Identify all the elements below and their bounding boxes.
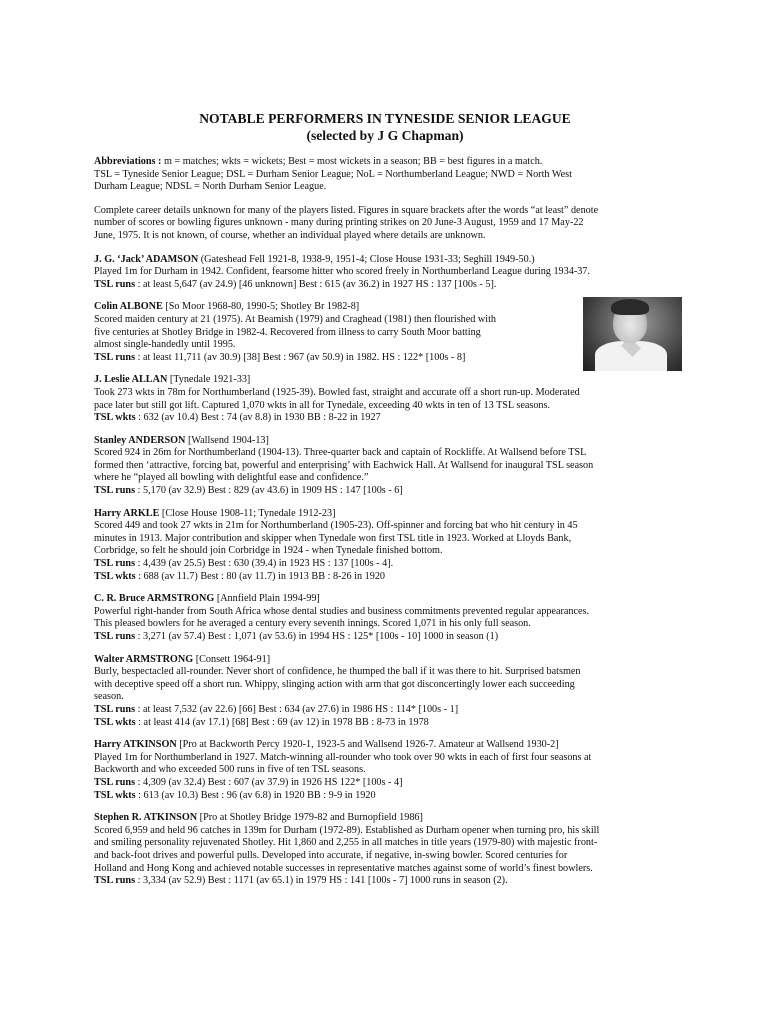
document-title bbox=[0, 110, 770, 144]
stats-values: : 613 (av 10.3) Best : 96 (av 6.8) in 1920 BB : 9-9 in 1920 bbox=[135, 789, 376, 801]
stats-values: : at least 7,532 (av 22.6) [66] Best : 634 (av 27.6) in 1986 HS : 114* [100s - 1] bbox=[135, 703, 459, 715]
player-entry bbox=[94, 435, 689, 498]
stats-label: TSL wkts bbox=[94, 570, 136, 582]
stats-values: : 5,170 (av 32.9) Best : 829 (av 43.6) in 1909 HS : 147 [100s - 6] bbox=[135, 485, 403, 497]
player-stats-line bbox=[94, 279, 689, 292]
intro-paragraph bbox=[94, 205, 689, 243]
player-description-line: formed then ‘attractive, forcing bat, powerful and enterprising’ with Eachwick Hall. At Wallsend for inaugural TSL season bbox=[94, 459, 594, 471]
player-clubs: (Gateshead Fell 1921-8, 1938-9, 1951-4; Close House 1931-33; Seghill 1949-50.) bbox=[198, 253, 535, 265]
player-description-line: Scored 6,959 and held 96 catches in 139m for Durham (1972-89). Established as Durham opener when turning pro, his skill bbox=[94, 824, 600, 836]
player-stats-line bbox=[94, 790, 689, 803]
player-clubs: [Wallsend 1904-13] bbox=[185, 434, 269, 446]
player-heading bbox=[94, 374, 689, 387]
player-description-line: and back-foot drives and powerful pulls. Developed into accurate, if negative, in-swing bowler. Scored centuries for bbox=[94, 849, 568, 861]
player-description-line: This pleased bowlers for he averaged a century every seventh innings. Scored 1,071 in his only full season. bbox=[94, 618, 531, 630]
player-description-line: Burly, bespectacled all-rounder. Never short of confidence, he thumped the ball if it was there to hit. Surprised batsmen bbox=[94, 666, 581, 678]
player-name: J. G. ‘Jack’ ADAMSON bbox=[94, 253, 199, 265]
stats-label: TSL runs bbox=[94, 558, 136, 570]
abbreviations-text: m = matches; wkts = wickets; Best = most wickets in a season; BB = best figures in a match. bbox=[161, 156, 543, 167]
player-clubs: [Tynedale 1921-33] bbox=[167, 374, 251, 386]
player-stats-line bbox=[94, 875, 689, 888]
player-name: Harry ATKINSON bbox=[94, 739, 177, 751]
player-description-line: with deceptive speed off a short run. Whippy, slinging action with arm that got disconcertingly lower each succeeding bbox=[94, 678, 575, 690]
player-heading bbox=[94, 654, 689, 667]
player-name: C. R. Bruce ARMSTRONG bbox=[94, 593, 215, 605]
stats-values: : 3,334 (av 52.9) Best : 1171 (av 65.1) in 1979 HS : 141 [100s - 7] 1000 runs in season (2). bbox=[135, 875, 508, 887]
player-description-line: Corbridge, so felt he should join Corbridge in 1924 - when Tynedale finished bottom. bbox=[94, 545, 443, 557]
player-name: Harry ARKLE bbox=[94, 507, 160, 519]
stats-label: TSL wkts bbox=[94, 789, 136, 801]
player-heading bbox=[94, 739, 689, 752]
stats-label: TSL runs bbox=[94, 631, 136, 642]
document-body bbox=[94, 156, 689, 898]
player-entry bbox=[94, 254, 689, 292]
player-description-line: almost single-handedly until 1995. bbox=[94, 339, 236, 351]
player-description-line: Took 273 wkts in 78m for Northumberland (1925-39). Bowled fast, straight and accurate off a short run-up. Moderated bbox=[94, 386, 580, 398]
player-name: Walter ARMSTRONG bbox=[94, 653, 194, 665]
player-stats-line bbox=[94, 777, 689, 790]
stats-values: : 688 (av 11.7) Best : 80 (av 11.7) in 1913 BB : 8-26 in 1920 bbox=[135, 570, 386, 582]
player-heading bbox=[94, 435, 689, 448]
player-heading bbox=[94, 254, 689, 267]
player-heading bbox=[94, 508, 689, 521]
stats-values: : at least 414 (av 17.1) [68] Best : 69 (av 12) in 1978 BB : 8-73 in 1978 bbox=[135, 716, 429, 728]
stats-values: : 4,439 (av 25.5) Best : 630 (39.4) in 1923 HS : 137 [100s - 4]. bbox=[135, 558, 394, 570]
player-name: Stanley ANDERSON bbox=[94, 434, 186, 446]
stats-label: TSL wkts bbox=[94, 716, 136, 728]
player-clubs: [Pro at Backworth Percy 1920-1, 1923-5 and Wallsend 1926-7. Amateur at Wallsend 1930-2] bbox=[176, 739, 559, 751]
player-name: Colin ALBONE bbox=[94, 301, 163, 313]
player-entry bbox=[94, 739, 689, 802]
player-description-line: minutes in 1913. Major contribution and skipper when Tynedale won first TSL title in 1923. Worked at Lloyds Bank, bbox=[94, 532, 572, 544]
player-stats-line bbox=[94, 717, 689, 730]
stats-label: TSL runs bbox=[94, 351, 136, 363]
intro-line-1: Complete career details unknown for many of the players listed. Figures in square brackets after the words “at least” denote bbox=[94, 204, 599, 216]
stats-values: : at least 5,647 (av 24.9) [46 unknown] Best : 615 (av 36.2) in 1927 HS : 137 [100s - 5]. bbox=[135, 278, 497, 290]
player-entry bbox=[94, 812, 689, 888]
player-description-line: Played 1m for Durham in 1942. Confident, fearsome hitter who scored freely in Northumberland League during 1934-37. bbox=[94, 266, 590, 278]
player-clubs: [So Moor 1968-80, 1990-5; Shotley Br 1982-8] bbox=[162, 301, 360, 313]
intro-line-3: June, 1975. It is not known, of course, whether an individual played where details are unknown. bbox=[94, 229, 486, 241]
portrait-photo-icon bbox=[583, 297, 682, 371]
player-description-line: Powerful right-hander from South Africa whose dental studies and business commitments prevented regular appearances. bbox=[94, 605, 590, 617]
intro-line-2: number of scores or bowling figures unknown - many during printing strikes on 20 June-3 August, 1959 and 17 May-22 bbox=[94, 217, 584, 229]
stats-label: TSL wkts bbox=[94, 412, 136, 424]
player-clubs: [Pro at Shotley Bridge 1979-82 and Burnopfield 1986] bbox=[197, 812, 423, 824]
player-name: J. Leslie ALLAN bbox=[94, 374, 168, 386]
stats-values: : 4,309 (av 32.4) Best : 607 (av 37.9) in 1926 HS 122* [100s - 4] bbox=[135, 776, 403, 788]
stats-values: : at least 11,711 (av 30.9) [38] Best : 967 (av 50.9) in 1982. HS : 122* [100s - 8] bbox=[135, 351, 466, 363]
player-description-line: Scored 924 in 26m for Northumberland (1904-13). Three-quarter back and captain of Rockliffe. At Wallsend before TSL bbox=[94, 447, 587, 459]
player-description-line: pace later but still got lift. Captured 1,070 wkts in all for Tynedale, exceeding 40 wkts in ten of 13 TSL seasons. bbox=[94, 399, 551, 411]
stats-label: TSL runs bbox=[94, 703, 136, 715]
player-entry bbox=[94, 374, 689, 424]
title-line-1: NOTABLE PERFORMERS IN TYNESIDE SENIOR LEAGUE bbox=[199, 111, 571, 126]
abbreviations-paragraph bbox=[94, 156, 689, 194]
player-clubs: [Annfield Plain 1994-99] bbox=[214, 593, 320, 605]
player-heading bbox=[94, 301, 564, 314]
player-entry bbox=[94, 508, 689, 584]
player-description-line: season. bbox=[94, 691, 124, 703]
player-description-line: Played 1m for Northumberland in 1927. Match-winning all-rounder who took over 90 wkts in each of first four seasons at bbox=[94, 751, 592, 763]
player-clubs: [Close House 1908-11; Tynedale 1912-23] bbox=[159, 507, 336, 519]
player-entry bbox=[94, 593, 689, 643]
player-stats-line bbox=[94, 558, 689, 571]
player-description-line: five centuries at Shotley Bridge in 1982-4. Recovered from illness to carry South Moor batting bbox=[94, 326, 481, 338]
title-line-2: (selected by J G Chapman) bbox=[306, 128, 464, 143]
player-heading bbox=[94, 593, 689, 606]
stats-label: TSL runs bbox=[94, 485, 136, 497]
abbreviations-label: Abbreviations : bbox=[94, 156, 162, 167]
player-entry bbox=[94, 301, 564, 364]
player-description-line: Scored 449 and took 27 wkts in 21m for Northumberland (1905-23). Off-spinner and forcing bat who hit century in 45 bbox=[94, 520, 578, 532]
player-description-line: Holland and Hong Kong and achieved notable successes in representative matches against some of world’s finest bowlers. bbox=[94, 862, 593, 874]
player-description-line: Scored maiden century at 21 (1975). At Beamish (1979) and Craghead (1981) then flourished with bbox=[94, 313, 497, 325]
stats-values: : 632 (av 10.4) Best : 74 (av 8.8) in 1930 BB : 8-22 in 1927 bbox=[135, 412, 381, 424]
player-stats-line bbox=[94, 571, 689, 584]
player-description-line: where he “played all bowling with delightful ease and confidence.” bbox=[94, 472, 369, 484]
abbreviations-line-2: TSL = Tyneside Senior League; DSL = Durham Senior League; NoL = Northumberland League; NWD = North West bbox=[94, 168, 572, 180]
player-entry bbox=[94, 654, 689, 730]
abbreviations-line-3: Durham League; NDSL = North Durham Senior League. bbox=[94, 181, 327, 193]
photo-hair bbox=[611, 299, 649, 315]
player-description-line: and smiling personality rejuvenated Shotley. Hit 1,860 and 2,255 in all matches in title years (1979-80) with majestic front- bbox=[94, 837, 598, 849]
player-stats-line bbox=[94, 704, 689, 717]
player-name: Stephen R. ATKINSON bbox=[94, 812, 198, 824]
player-stats-line bbox=[94, 352, 564, 365]
player-heading bbox=[94, 812, 689, 825]
stats-label: TSL runs bbox=[94, 875, 136, 887]
player-clubs: [Consett 1964-91] bbox=[193, 653, 271, 665]
player-stats-line bbox=[94, 412, 689, 425]
stats-values: : 3,271 (av 57.4) Best : 1,071 (av 53.6) in 1994 HS : 125* [100s - 10] 1000 in season (1) bbox=[135, 631, 499, 642]
stats-label: TSL runs bbox=[94, 278, 136, 290]
player-stats-line bbox=[94, 631, 689, 644]
player-description-line: Backworth and who exceeded 500 runs in five of ten TSL seasons. bbox=[94, 764, 366, 776]
player-stats-line bbox=[94, 485, 689, 498]
stats-label: TSL runs bbox=[94, 776, 136, 788]
